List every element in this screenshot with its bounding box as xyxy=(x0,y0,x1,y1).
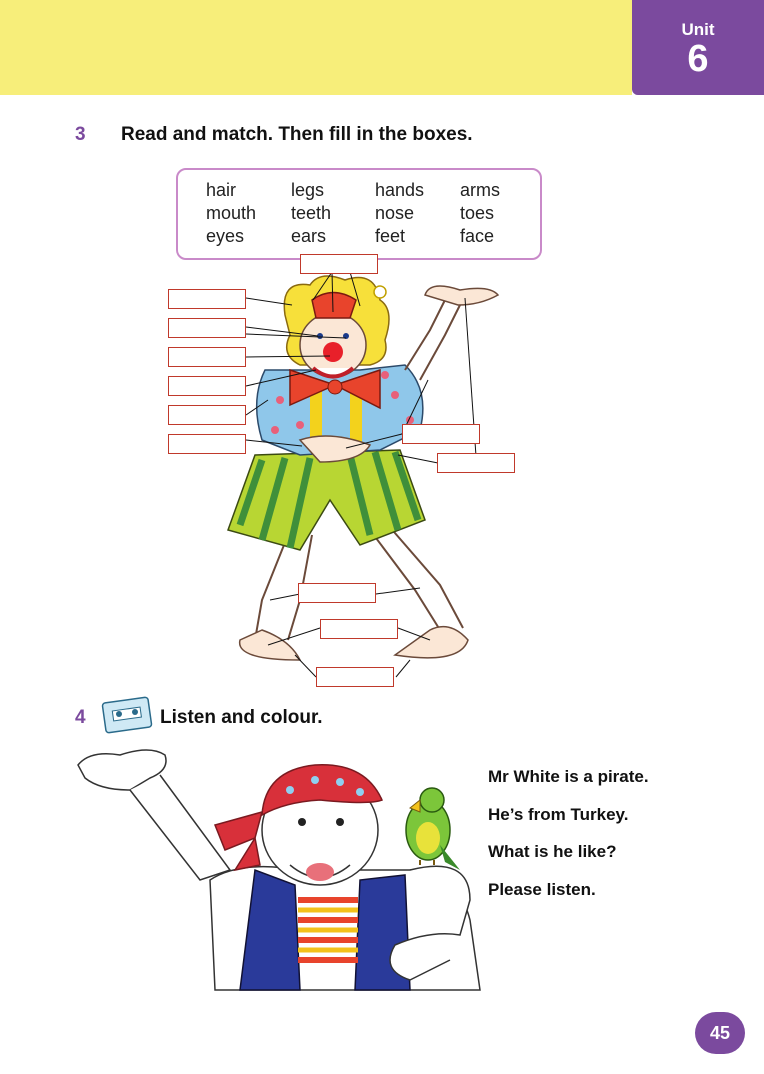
word-item: ears xyxy=(291,226,327,246)
word-item: mouth xyxy=(206,203,257,223)
word-item: teeth xyxy=(291,203,332,223)
unit-label: Unit xyxy=(681,20,715,39)
word-item: nose xyxy=(375,203,415,223)
word-item: arms xyxy=(460,180,500,200)
exercise-4-instruction: Listen and colour. xyxy=(160,707,323,728)
exercise-4-number: 4 xyxy=(75,707,86,728)
pirate-line-3: What is he like? xyxy=(488,842,617,861)
pirate-line-2: He’s from Turkey. xyxy=(488,805,629,824)
pirate-line-4: Please listen. xyxy=(488,880,596,899)
word-item: hands xyxy=(375,180,425,200)
pirate-line-1: Mr White is a pirate. xyxy=(488,767,649,786)
word-item: hair xyxy=(206,180,237,200)
word-item: legs xyxy=(291,180,325,200)
exercise-3-instruction: Read and match. Then fill in the boxes. xyxy=(121,124,473,145)
word-item: eyes xyxy=(206,226,245,246)
exercise-3-number: 3 xyxy=(75,124,86,145)
word-item: feet xyxy=(375,226,406,246)
word-item: toes xyxy=(460,203,495,223)
unit-number: 6 xyxy=(687,38,709,80)
page-number: 45 xyxy=(695,1012,745,1054)
word-item: face xyxy=(460,226,495,246)
